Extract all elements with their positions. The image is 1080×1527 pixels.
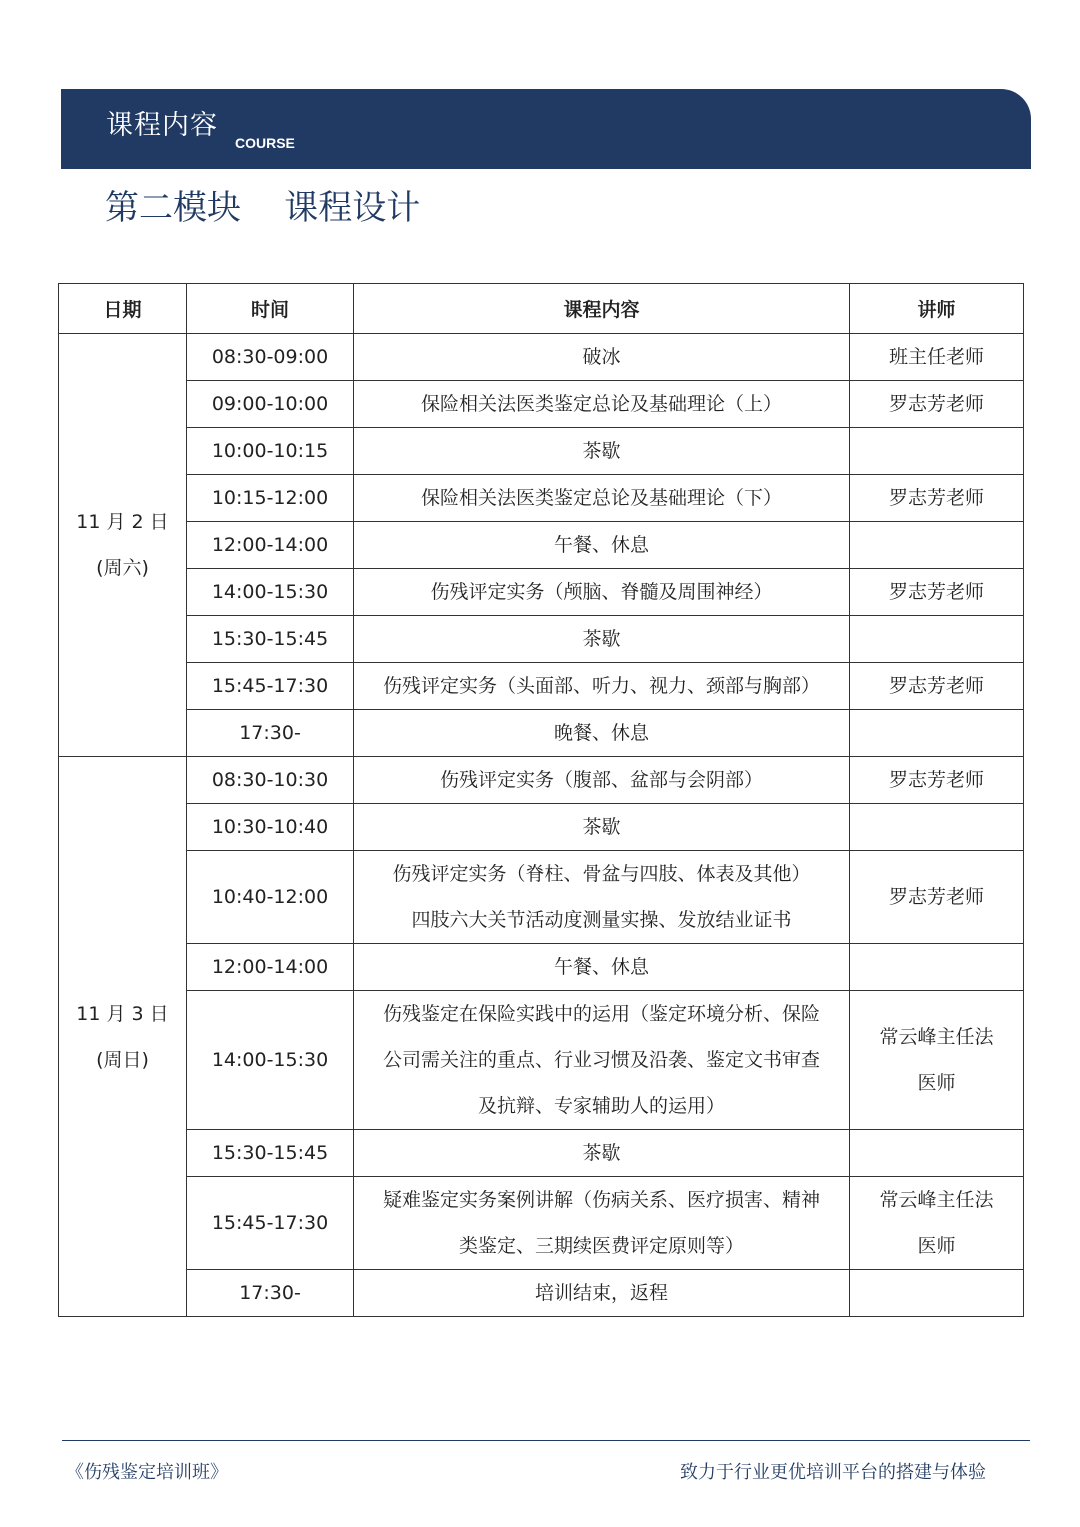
lecturer-line: 罗志芳老师 <box>888 581 984 603</box>
content-line: 茶歇 <box>582 440 621 462</box>
time-cell: 15:45-17:30 <box>187 663 354 710</box>
schedule-table <box>58 283 1024 1317</box>
content-cell <box>354 569 850 616</box>
lecturer-cell <box>850 475 1024 522</box>
section-title: 第二模块 课程设计 <box>105 188 421 228</box>
content-cell <box>354 944 850 991</box>
time-cell: 15:30-15:45 <box>187 1130 354 1177</box>
table-row <box>59 522 1024 569</box>
time-cell: 09:00-10:00 <box>187 381 354 428</box>
lecturer-cell <box>850 991 1024 1130</box>
content-line: 伤残评定实务（头面部、听力、视力、颈部与胸部） <box>382 675 820 697</box>
schedule-body <box>59 334 1024 1317</box>
table-row <box>59 569 1024 616</box>
content-cell <box>354 475 850 522</box>
lecturer-cell <box>850 522 1024 569</box>
time-cell: 08:30-09:00 <box>187 334 354 381</box>
content-cell <box>354 1177 850 1270</box>
content-line: 疑难鉴定实务案例讲解（伤病关系、医疗损害、精神 <box>382 1189 820 1211</box>
content-line: 茶歇 <box>582 1142 621 1164</box>
table-row <box>59 428 1024 475</box>
lecturer-cell <box>850 428 1024 475</box>
content-line: 晚餐、休息 <box>553 722 649 744</box>
lecturer-cell <box>850 1177 1024 1270</box>
content-line: 保险相关法医类鉴定总论及基础理论（上） <box>420 393 782 415</box>
table-row <box>59 1130 1024 1177</box>
content-cell <box>354 1270 850 1317</box>
content-cell <box>354 663 850 710</box>
content-line: 午餐、休息 <box>553 956 649 978</box>
lecturer-cell <box>850 569 1024 616</box>
table-row <box>59 804 1024 851</box>
table-row <box>59 616 1024 663</box>
footer-right-text: 致力于行业更优培训平台的搭建与体验 <box>680 1462 986 1483</box>
time-cell: 10:00-10:15 <box>187 428 354 475</box>
lecturer-cell <box>850 851 1024 944</box>
content-line: 公司需关注的重点、行业习惯及沿袭、鉴定文书审查 <box>382 1049 820 1071</box>
table-row <box>59 944 1024 991</box>
time-cell: 15:45-17:30 <box>187 1177 354 1270</box>
lecturer-cell <box>850 663 1024 710</box>
time-cell: 10:15-12:00 <box>187 475 354 522</box>
table-row <box>59 1177 1024 1270</box>
time-cell: 10:40-12:00 <box>187 851 354 944</box>
lecturer-cell <box>850 944 1024 991</box>
time-cell: 17:30- <box>187 1270 354 1317</box>
weekday-text: (周六) <box>96 557 149 579</box>
lecturer-cell <box>850 381 1024 428</box>
content-cell <box>354 334 850 381</box>
table-row <box>59 1270 1024 1317</box>
content-line: 破冰 <box>582 346 621 368</box>
header-lecturer: 讲师 <box>850 284 1024 334</box>
time-cell: 14:00-15:30 <box>187 991 354 1130</box>
content-line: 保险相关法医类鉴定总论及基础理论（下） <box>420 487 782 509</box>
lecturer-line: 常云峰主任法 <box>879 1189 994 1211</box>
date-cell <box>59 334 187 757</box>
content-line: 午餐、休息 <box>553 534 649 556</box>
table-row <box>59 991 1024 1130</box>
lecturer-cell <box>850 1270 1024 1317</box>
date-cell <box>59 757 187 1317</box>
lecturer-line: 罗志芳老师 <box>888 886 984 908</box>
time-cell: 10:30-10:40 <box>187 804 354 851</box>
banner-subtitle: COURSE <box>235 135 295 151</box>
header-date: 日期 <box>59 284 187 334</box>
lecturer-cell <box>850 1130 1024 1177</box>
banner-title: 课程内容 <box>106 110 218 141</box>
content-cell <box>354 428 850 475</box>
content-cell <box>354 851 850 944</box>
content-line: 伤残鉴定在保险实践中的运用（鉴定环境分析、保险 <box>382 1003 820 1025</box>
content-line: 及抗辩、专家辅助人的运用） <box>477 1095 725 1117</box>
table-row <box>59 710 1024 757</box>
time-cell: 12:00-14:00 <box>187 522 354 569</box>
table-row <box>59 851 1024 944</box>
content-line: 茶歇 <box>582 816 621 838</box>
table-row <box>59 757 1024 804</box>
table-row <box>59 381 1024 428</box>
footer-divider <box>62 1440 1030 1441</box>
content-cell <box>354 804 850 851</box>
lecturer-line: 罗志芳老师 <box>888 487 984 509</box>
time-cell: 12:00-14:00 <box>187 944 354 991</box>
table-row <box>59 475 1024 522</box>
lecturer-cell <box>850 334 1024 381</box>
lecturer-line: 罗志芳老师 <box>888 675 984 697</box>
time-cell: 17:30- <box>187 710 354 757</box>
time-cell: 14:00-15:30 <box>187 569 354 616</box>
content-cell <box>354 616 850 663</box>
lecturer-line: 医师 <box>917 1235 956 1257</box>
date-text: 11 月 2 日 <box>76 511 169 533</box>
content-cell <box>354 710 850 757</box>
table-row <box>59 663 1024 710</box>
lecturer-line: 罗志芳老师 <box>888 769 984 791</box>
header-time: 时间 <box>187 284 354 334</box>
content-line: 类鉴定、三期续医费评定原则等） <box>458 1235 744 1257</box>
lecturer-cell <box>850 757 1024 804</box>
lecturer-line: 班主任老师 <box>888 346 984 368</box>
lecturer-cell <box>850 804 1024 851</box>
content-cell <box>354 757 850 804</box>
content-line: 伤残评定实务（脊柱、骨盆与四肢、体表及其他） <box>392 863 811 885</box>
content-line: 伤残评定实务（颅脑、脊髓及周围神经） <box>430 581 773 603</box>
content-cell <box>354 1130 850 1177</box>
time-cell: 15:30-15:45 <box>187 616 354 663</box>
lecturer-line: 罗志芳老师 <box>888 393 984 415</box>
lecturer-line: 常云峰主任法 <box>879 1026 994 1048</box>
header-content: 课程内容 <box>354 284 850 334</box>
content-line: 四肢六大关节活动度测量实操、发放结业证书 <box>411 909 792 931</box>
footer-left-text: 《伤残鉴定培训班》 <box>66 1462 228 1483</box>
lecturer-line: 医师 <box>917 1072 956 1094</box>
lecturer-cell <box>850 616 1024 663</box>
date-text: 11 月 3 日 <box>76 1002 169 1025</box>
content-cell <box>354 381 850 428</box>
content-cell <box>354 522 850 569</box>
table-row <box>59 334 1024 381</box>
lecturer-cell <box>850 710 1024 757</box>
content-cell <box>354 991 850 1130</box>
table-header-row <box>59 284 1024 334</box>
time-cell: 08:30-10:30 <box>187 757 354 804</box>
content-line: 培训结束，返程 <box>534 1282 668 1304</box>
content-line: 伤残评定实务（腹部、盆部与会阴部） <box>439 769 763 791</box>
header-banner <box>61 89 1031 169</box>
content-line: 茶歇 <box>582 628 621 650</box>
weekday-text: (周日) <box>96 1048 149 1071</box>
